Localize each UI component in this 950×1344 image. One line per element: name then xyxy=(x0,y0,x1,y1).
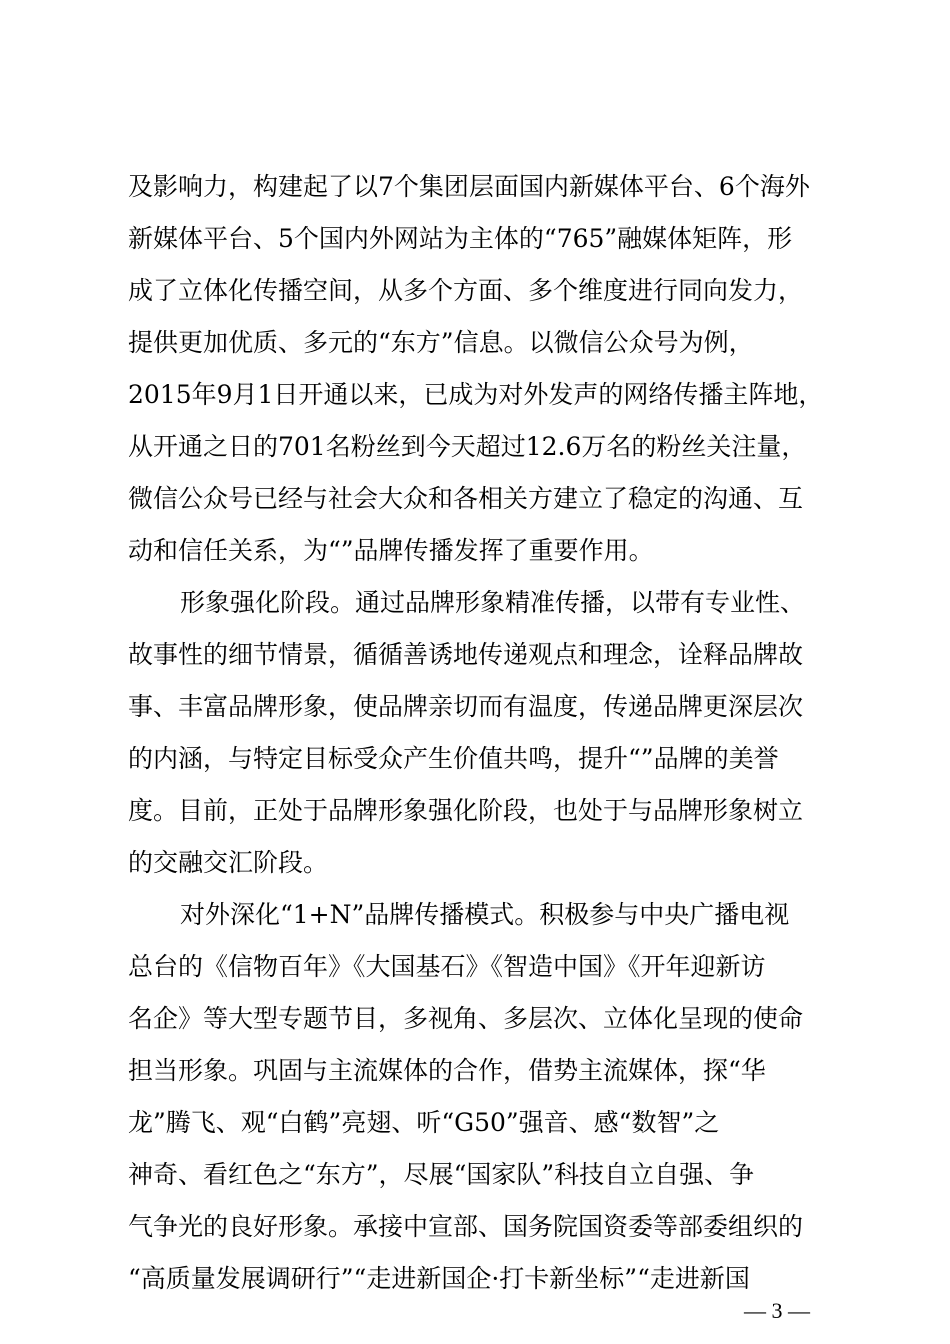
text-line: 总台的《信物百年》《大国基石》《智造中国》《开年迎新访 xyxy=(128,952,766,981)
text-line: 动和信任关系，为“”品牌传播发挥了重要作用。 xyxy=(128,536,654,565)
text-line: “高质量发展调研行”“走进新国企·打卡新坐标”“走进新国 xyxy=(128,1264,750,1293)
text-line: 从开通之日的701名粉丝到今天超过12.6万名的粉丝关注量， xyxy=(128,432,807,461)
text-line: 及影响力，构建起了以7个集团层面国内新媒体平台、6个海外 xyxy=(128,172,810,201)
text-line: 担当形象。巩固与主流媒体的合作，借势主流媒体，探“华 xyxy=(128,1056,766,1085)
text-line: 度。目前，正处于品牌形象强化阶段，也处于与品牌形象树立 xyxy=(128,796,804,825)
page-number: — 3 — xyxy=(744,1298,810,1323)
text-line: 事、丰富品牌形象，使品牌亲切而有温度，传递品牌更深层次 xyxy=(128,692,804,721)
text-line: 神奇、看红色之“东方”，尽展“国家队”科技自立自强、争 xyxy=(128,1160,755,1189)
text-line: 气争光的良好形象。承接中宣部、国务院国资委等部委组织的 xyxy=(128,1212,804,1241)
text-line: 2015年9月1日开通以来，已成为对外发声的网络传播主阵地， xyxy=(128,380,824,409)
paragraph-first-line: 对外深化“1+N”品牌传播模式。积极参与中央广播电视 xyxy=(180,900,790,929)
text-line: 成了立体化传播空间，从多个方面、多个维度进行同向发力， xyxy=(128,276,804,305)
text-line: 名企》等大型专题节目，多视角、多层次、立体化呈现的使命 xyxy=(128,1004,804,1033)
text-line: 提供更加优质、多元的“东方”信息。以微信公众号为例， xyxy=(128,328,754,357)
paragraph-first-line: 形象强化阶段。通过品牌形象精准传播，以带有专业性、 xyxy=(180,588,806,617)
text-line: 微信公众号已经与社会大众和各相关方建立了稳定的沟通、互 xyxy=(128,484,804,513)
text-line: 新媒体平台、5个国内外网站为主体的“765”融媒体矩阵，形 xyxy=(128,224,793,253)
text-line: 故事性的细节情景，循循善诱地传递观点和理念，诠释品牌故 xyxy=(128,640,804,669)
text-line: 的内涵，与特定目标受众产生价值共鸣，提升“”品牌的美誉 xyxy=(128,744,779,773)
text-line: 龙”腾飞、观“白鹤”亮翅、听“G50”强音、感“数智”之 xyxy=(128,1108,720,1137)
text-line: 的交融交汇阶段。 xyxy=(128,848,329,877)
